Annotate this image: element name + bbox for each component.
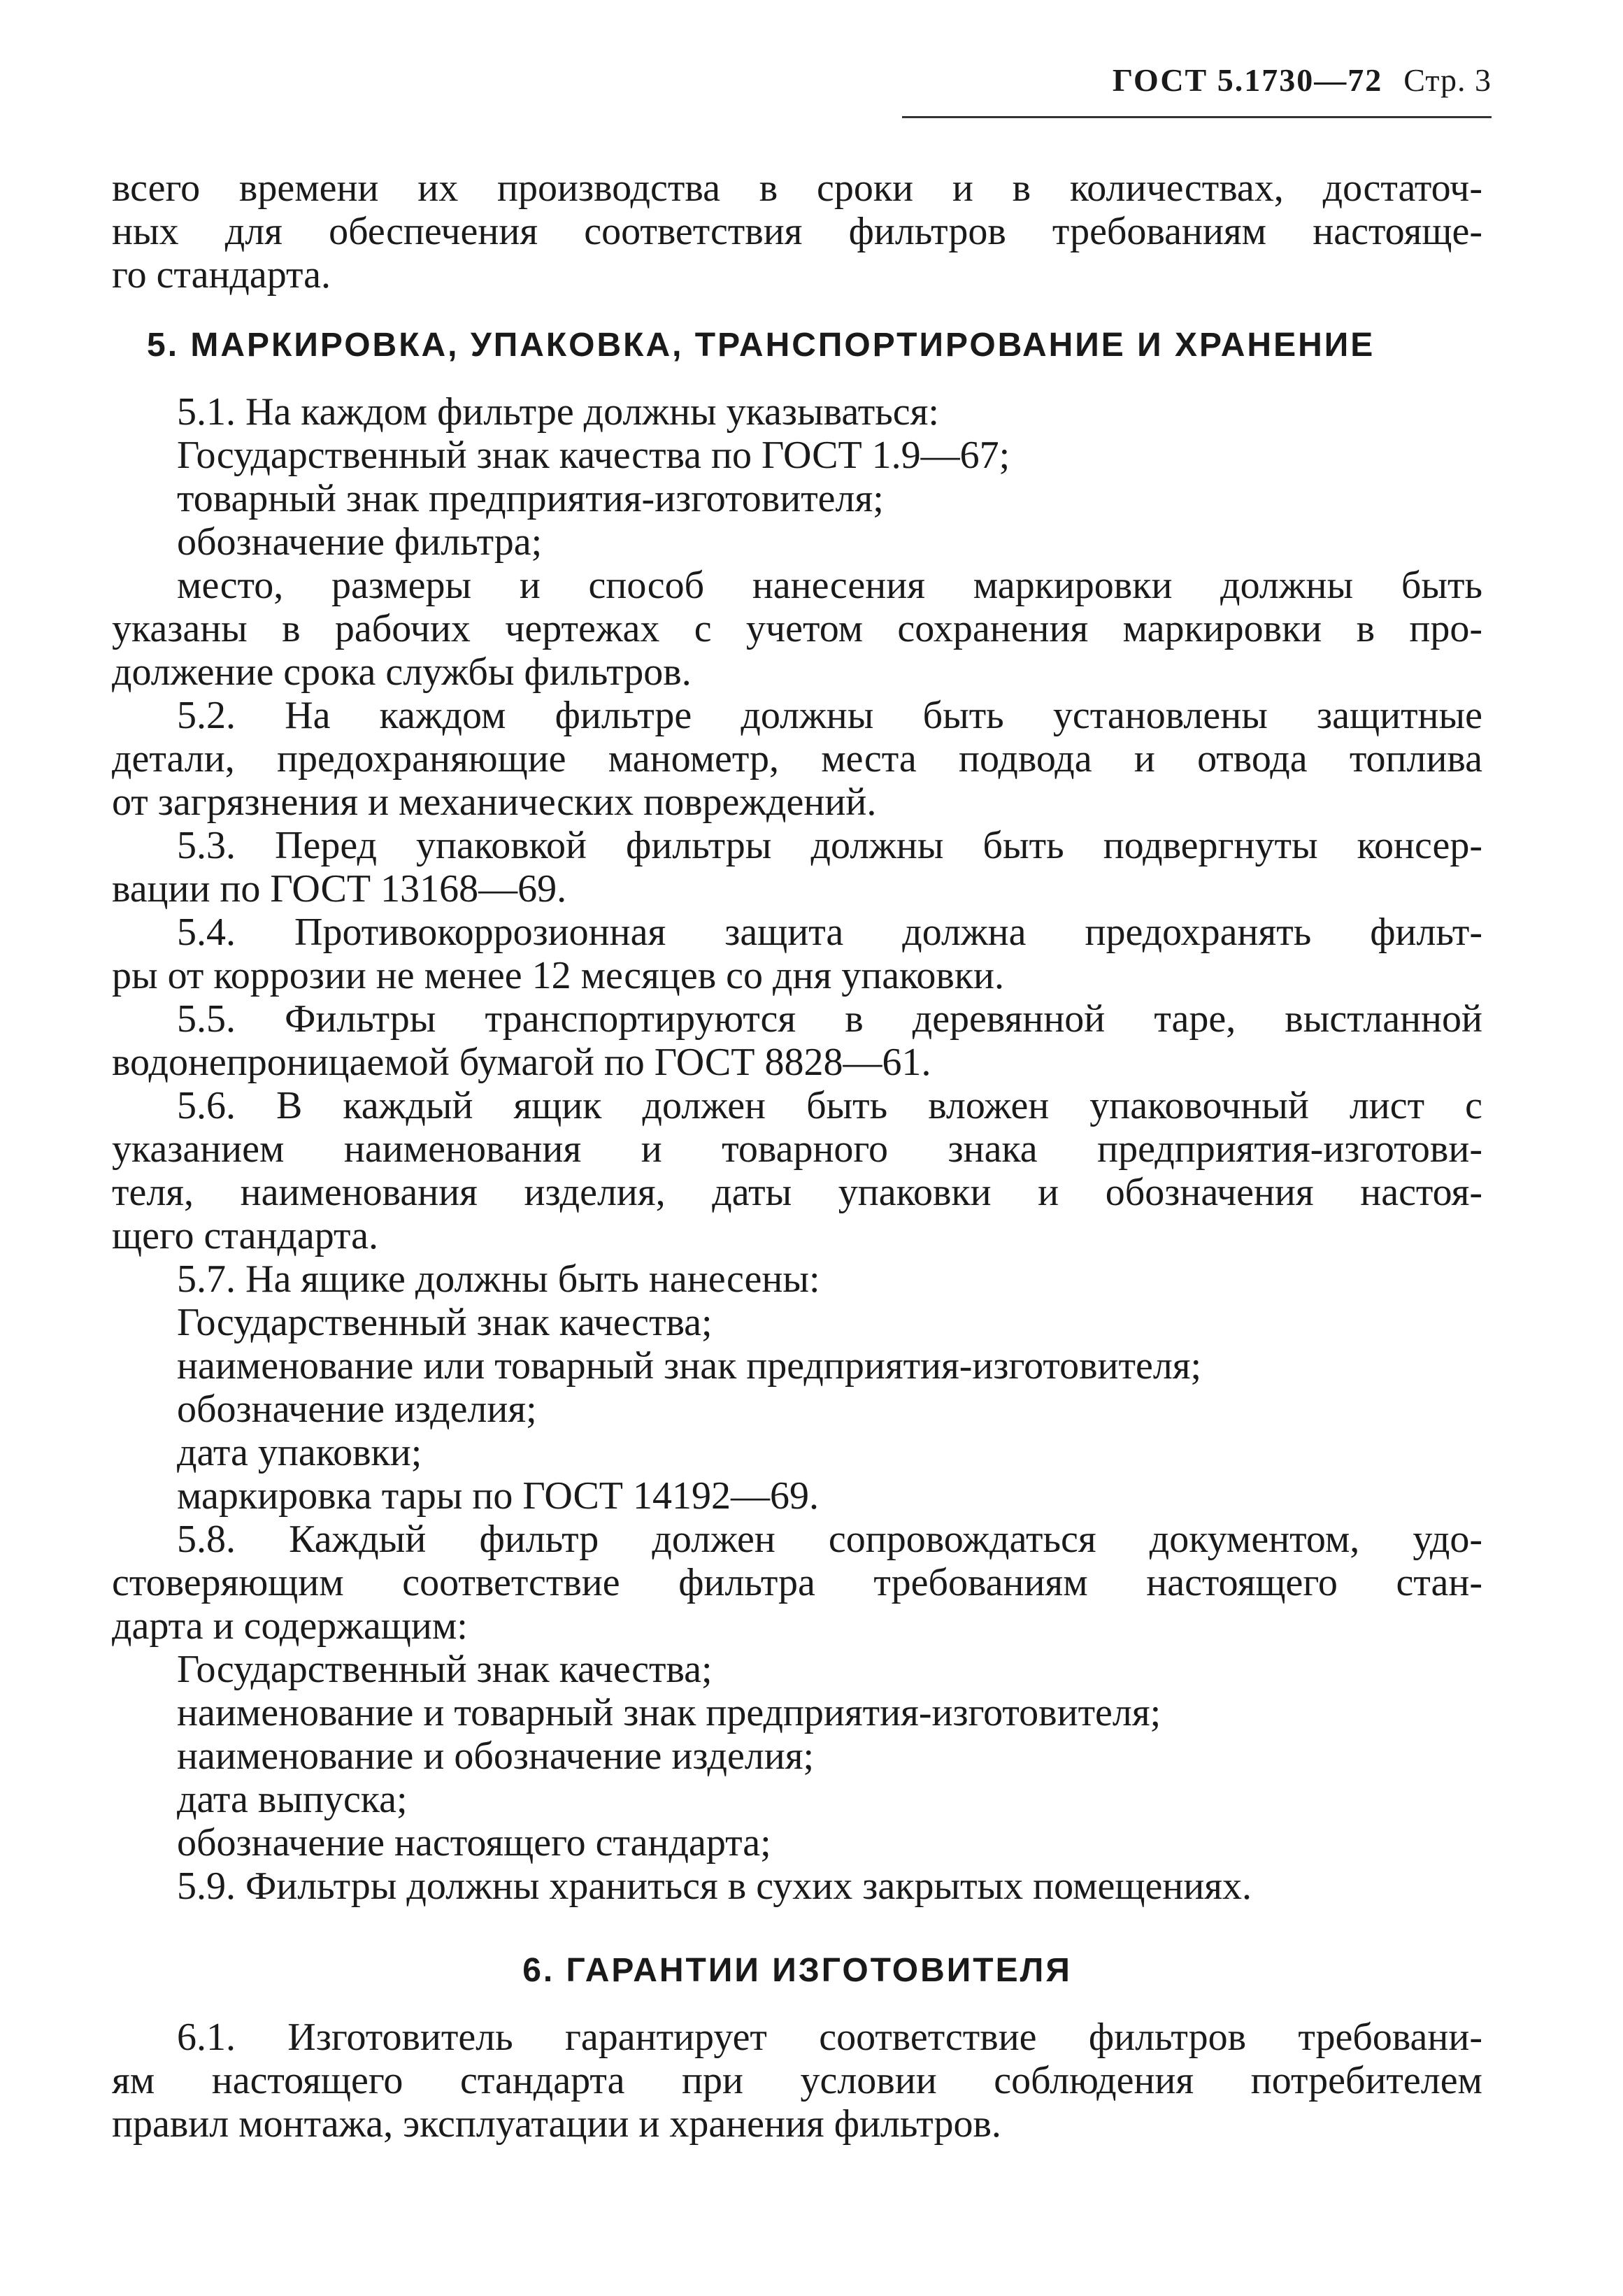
text-line: правил монтажа, эксплуатации и хранения фильтров. (112, 2102, 1001, 2146)
text-line: щего стандарта. (112, 1214, 379, 1257)
section-6-body (112, 2016, 1482, 2146)
text-line: обозначение настоящего стандарта; (177, 1821, 771, 1864)
text-line: товарный знак предприятия-изготовителя; (177, 477, 884, 520)
text-line: водонепроницаемой бумагой по ГОСТ 8828—61. (112, 1041, 931, 1084)
text-line: 5.6. В каждый ящик должен быть вложен упаковочный лист с (177, 1084, 1482, 1127)
text-line: стоверяющим соответствие фильтра требованиям настоящего стан- (112, 1561, 1482, 1604)
text-line: 5.3. Перед упаковкой фильтры должны быть подвергнуты консер- (177, 824, 1482, 867)
text-line: указаны в рабочих чертежах с учетом сохранения маркировки в про- (112, 607, 1482, 650)
section-5-heading: 5. МАРКИРОВКА, УПАКОВКА, ТРАНСПОРТИРОВАНИЕ И ХРАНЕНИЕ (147, 327, 1375, 364)
text-line: 5.4. Противокоррозионная защита должна предохранять фильт- (177, 911, 1482, 954)
text-line: ных для обеспечения соответствия фильтров требованиям настояще- (112, 210, 1482, 253)
text-line: 5.8. Каждый фильтр должен сопровождаться документом, удо- (177, 1518, 1482, 1561)
text-line: 5.7. На ящике должны быть нанесены: (177, 1257, 820, 1301)
text-line: 5.2. На каждом фильтре должны быть установлены защитные (177, 694, 1482, 737)
text-line: дарта и содержащим: (112, 1604, 468, 1648)
text-line: наименование и товарный знак предприятия-изготовителя; (177, 1691, 1161, 1734)
text-line: ры от коррозии не менее 12 месяцев со дня упаковки. (112, 954, 1005, 997)
text-line: место, размеры и способ нанесения маркировки должны быть (177, 564, 1482, 607)
text-line: вации по ГОСТ 13168—69. (112, 867, 567, 911)
text-line: обозначение изделия; (177, 1388, 537, 1431)
text-line: указанием наименования и товарного знака предприятия-изготови- (112, 1127, 1482, 1171)
text-line: от загрязнения и механических повреждений. (112, 780, 877, 824)
text-line: дата выпуска; (177, 1778, 408, 1821)
text-line: 5.9. Фильтры должны храниться в сухих закрытых помещениях. (177, 1864, 1252, 1908)
page-header (1113, 62, 1492, 99)
section-6-heading: 6. ГАРАНТИИ ИЗГОТОВИТЕЛЯ (522, 1952, 1072, 1989)
text-line: 5.5. Фильтры транспортируются в деревянной таре, выстланной (177, 997, 1482, 1041)
text-line: 6.1. Изготовитель гарантирует соответствие фильтров требовани- (177, 2016, 1482, 2059)
text-line: Государственный знак качества; (177, 1648, 713, 1691)
text-line: детали, предохраняющие манометр, места подвода и отвода топлива (112, 737, 1482, 780)
text-line: ям настоящего стандарта при условии соблюдения потребителем (112, 2059, 1482, 2102)
text-line: должение срока службы фильтров. (112, 650, 692, 694)
text-line: маркировка тары по ГОСТ 14192—69. (177, 1474, 820, 1518)
text-line: обозначение фильтра; (177, 520, 543, 564)
text-line: дата упаковки; (177, 1431, 422, 1474)
section-5-body (112, 390, 1482, 1908)
text-line: Государственный знак качества; (177, 1301, 713, 1344)
text-line: 5.1. На каждом фильтре должны указываться: (177, 390, 939, 434)
text-line: наименование или товарный знак предприятия-изготовителя; (177, 1344, 1202, 1388)
page-number: Стр. 3 (1403, 62, 1492, 98)
document-body (112, 166, 1482, 2146)
text-line: го стандарта. (112, 253, 331, 297)
text-line: Государственный знак качества по ГОСТ 1.9—67; (177, 434, 1010, 477)
text-line: всего времени их производства в сроки и в количествах, достаточ- (112, 166, 1482, 210)
standard-number: ГОСТ 5.1730—72 (1112, 62, 1383, 98)
text-line: наименование и обозначение изделия; (177, 1734, 815, 1778)
header-rule (902, 116, 1492, 118)
text-line: теля, наименования изделия, даты упаковки и обозначения настоя- (112, 1171, 1482, 1214)
intro-paragraph (112, 166, 1482, 297)
